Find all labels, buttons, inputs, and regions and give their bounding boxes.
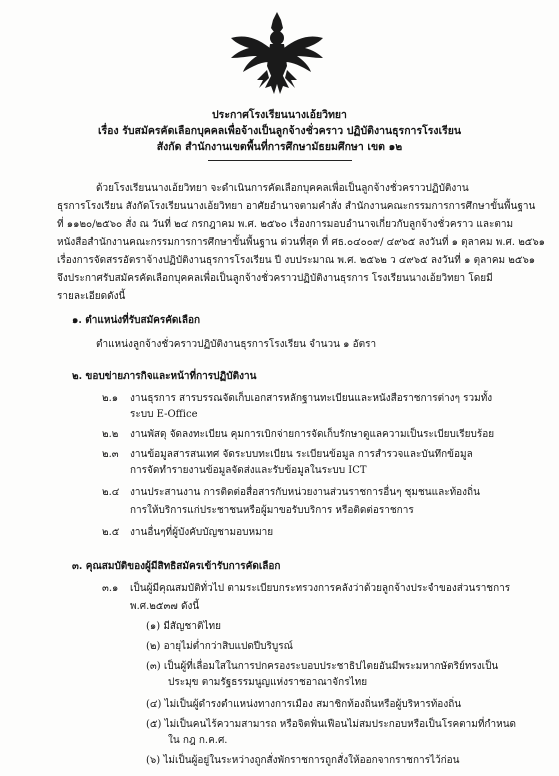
qualification-item: (๕) ไม่เป็นคนไร้ความสามารถ หรือจิตฟั่นเฟือนไม่สมประกอบหรือเป็นโรคตามที่กำหนด [146,719,517,730]
qualification-item: (๑) มีสัญชาติไทย [146,621,221,632]
garuda-emblem-icon [227,8,327,96]
duty-text: ระบบ E-Office [130,409,198,420]
duty-text: งานอื่นๆที่ผู้บังคับบัญชามอบหมาย [130,527,274,538]
duty-number: ๒.๕ [102,527,120,538]
qualification-number: ๓.๑ [102,583,119,594]
announcement-subject: เรื่อง รับสมัครคัดเลือกบุคคลเพื่อจ้างเป็นลูกจ้างชั่วคราว ปฏิบัติงานธุรการโรงเรียน [97,125,462,137]
announcement-title: ประกาศโรงเรียนนางเอ้ยวิทยา [212,109,347,121]
duty-text: งานธุรการ สารบรรณจัดเก็บเอกสารหลักฐานทะเบียนและหนังสือราชการต่างๆ รวมทั้ง [130,393,493,404]
intro-line: ที่ ๑๑๒๐/๒๕๖๐ สั่ง ณ วันที่ ๒๔ กรกฎาคม พ.ศ. ๒๕๖๐ เรื่องการมอบอำนาจเกี่ยวกับลูกจ้างชั่วคราว และตาม [57,219,514,230]
qualification-item: (๒) อายุไม่ต่ำกว่าสิบแปดปีบริบูรณ์ [146,641,293,652]
section-1-body: ตำแหน่งลูกจ้างชั่วคราวปฏิบัติงานธุรการโรงเรียน จำนวน ๑ อัตรา [96,339,377,350]
intro-line: รายละเอียดดังนี้ [57,291,126,302]
duty-text: งานข้อมูลสารสนเทศ จัดระบบทะเบียน ระเบียนข้อมูล การสำรวจและบันทึกข้อมูล [130,449,473,460]
intro-line: จึงประกาศรับสมัครคัดเลือกบุคคลเพื่อเป็นลูกจ้างชั่วคราวปฏิบัติงานธุรการ โรงเรียนนางเอ้ยวิทยา โดยมี [57,273,493,284]
qualification-item: (๓) เป็นผู้ที่เลื่อมใสในการปกครองระบอบประชาธิปไตยอันมีพระมหากษัตริย์ทรงเป็น [146,661,499,672]
qualification-item: ใน กฎ ก.ค.ศ. [168,735,228,746]
duty-text: การให้บริการแก่ประชาชนหรือผู้มาขอรับบริการ หรือติดต่อราชการ [130,505,414,516]
intro-line: เรื่องการจัดสรรอัตราจ้างปฏิบัติงานธุรการโรงเรียน ปี งบประมาณ พ.ศ. ๒๕๖๒ ว ๔๙๖๕ ลงวันที่ ๑ ตุลาคม ๒๕๖๑ [57,255,536,266]
duty-text: การจัดทำรายงานข้อมูลจัดส่งและรับข้อมูลในระบบ ICT [130,465,367,476]
qualification-text: พ.ศ.๒๕๓๗ ดังนี้ [130,601,200,612]
qualification-item: (๔) ไม่เป็นผู้ดำรงตำแหน่งทางการเมือง สมาชิกท้องถิ่นหรือผู้บริหารท้องถิ่น [146,699,462,710]
announcement-affiliation: สังกัด สำนักงานเขตพื้นที่การศึกษามัธยมศึกษา เขต ๑๒ [156,141,403,153]
qualification-item: (๖) ไม่เป็นผู้อยู่ในระหว่างถูกสั่งพักราชการถูกสั่งให้ออกจากราชการไว้ก่อน [146,755,460,766]
duty-text: งานประสานงาน การติดต่อสื่อสารกับหน่วยงานส่วนราชการอื่นๆ ชุมชนและท้องถิ่น [130,487,480,498]
intro-line: ธุรการโรงเรียน สังกัดโรงเรียนนางเอ้ยวิทยา อาศัยอำนาจตามคำสั่ง สำนักงานคณะกรรมการการศึกษาขั้นพื้นฐาน [57,201,536,212]
qualification-text: เป็นผู้มีคุณสมบัติทั่วไป ตามระเบียบกระทรวงการคลังว่าด้วยลูกจ้างประจำของส่วนราชการ [130,583,511,594]
header-divider [208,160,352,161]
duty-number: ๒.๔ [102,487,120,498]
intro-line: ด้วยโรงเรียนนางเอ้ยวิทยา จะดำเนินการคัดเลือกบุคคลเพื่อเป็นลูกจ้างชั่วคราวปฏิบัติงาน [96,183,469,194]
section-1-heading: ๑. ตำแหน่งที่รับสมัครคัดเลือก [72,315,201,326]
intro-line: หนังสือสำนักงานคณะกรรมการการศึกษาขั้นพื้นฐาน ด่วนที่สุด ที่ ศธ.๐๔๐๐๙/ ๔๙๖๕ ลงวันที่ ๑ ตุลาคม พ.ศ. ๒๕๖๑ [57,237,545,248]
duty-number: ๒.๓ [102,449,119,460]
duty-text: งานพัสดุ จัดลงทะเบียน คุมการเบิกจ่ายการจัดเก็บรักษาดูแลความเป็นระเบียบเรียบร้อย [130,429,495,440]
qualification-item: ประมุข ตามรัฐธรรมนูญแห่งราชอาณาจักรไทย [168,677,368,688]
duty-number: ๒.๒ [102,429,119,440]
duty-number: ๒.๑ [102,393,119,404]
section-2-heading: ๒. ขอบข่ายภารกิจและหน้าที่การปฏิบัติงาน [72,371,257,382]
section-3-heading: ๓. คุณสมบัติของผู้มีสิทธิสมัครเข้ารับการคัดเลือก [72,561,281,572]
